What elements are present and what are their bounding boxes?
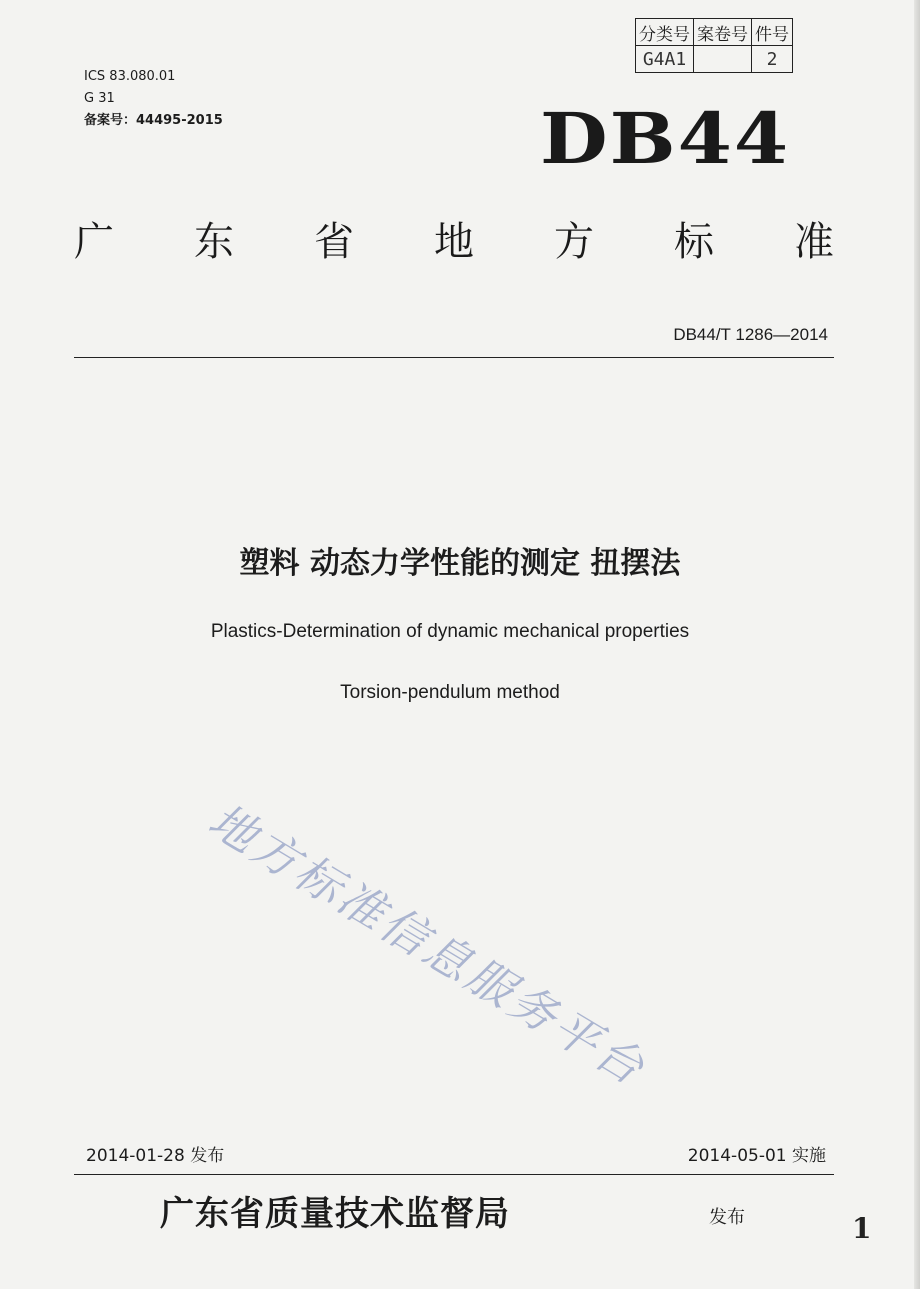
title-english: Plastics-Determination of dynamic mechanical properties bbox=[210, 621, 690, 642]
value-item: 2 bbox=[752, 46, 793, 73]
header-file: 案卷号 bbox=[694, 19, 752, 46]
classification-value-row bbox=[636, 46, 793, 73]
classification-table bbox=[635, 18, 793, 73]
scan-edge bbox=[914, 0, 920, 1289]
standard-type-char: 标 bbox=[674, 219, 714, 265]
implementation-date: 2014-05-01 实施 bbox=[687, 1146, 826, 1166]
value-file bbox=[694, 46, 752, 73]
standard-type-char: 广 bbox=[74, 219, 114, 265]
standard-type-char: 准 bbox=[794, 219, 834, 265]
record-number: 备案号：44495-2015 bbox=[84, 113, 223, 128]
value-category: G4A1 bbox=[636, 46, 694, 73]
bottom-divider bbox=[74, 1174, 834, 1175]
top-divider bbox=[74, 357, 834, 358]
issue-date: 2014-01-28 发布 bbox=[86, 1146, 225, 1166]
publish-label: 发布 bbox=[709, 1207, 745, 1228]
subtitle-english: Torsion-pendulum method bbox=[340, 682, 560, 703]
standard-type-char: 东 bbox=[194, 219, 234, 265]
standard-type-char: 方 bbox=[554, 219, 594, 265]
classification-header-row bbox=[636, 19, 793, 46]
watermark: 地方标准信息服务平台 bbox=[199, 792, 656, 1097]
header-category: 分类号 bbox=[636, 19, 694, 46]
ccs-code: G 31 bbox=[84, 91, 115, 106]
ics-code: ICS 83.080.01 bbox=[84, 69, 176, 84]
standard-type-char: 地 bbox=[434, 219, 474, 265]
standard-meta bbox=[84, 66, 223, 132]
title-chinese: 塑料 动态力学性能的测定 扭摆法 bbox=[239, 546, 681, 581]
standard-number: DB44/T 1286—2014 bbox=[673, 325, 828, 344]
publisher-name: 广东省质量技术监督局 bbox=[160, 1194, 510, 1234]
standard-type-heading bbox=[74, 210, 834, 267]
standard-type-char: 省 bbox=[314, 219, 354, 265]
db44-logo: DB44 bbox=[540, 98, 791, 180]
page-number: 1 bbox=[852, 1212, 872, 1245]
header-item: 件号 bbox=[752, 19, 793, 46]
